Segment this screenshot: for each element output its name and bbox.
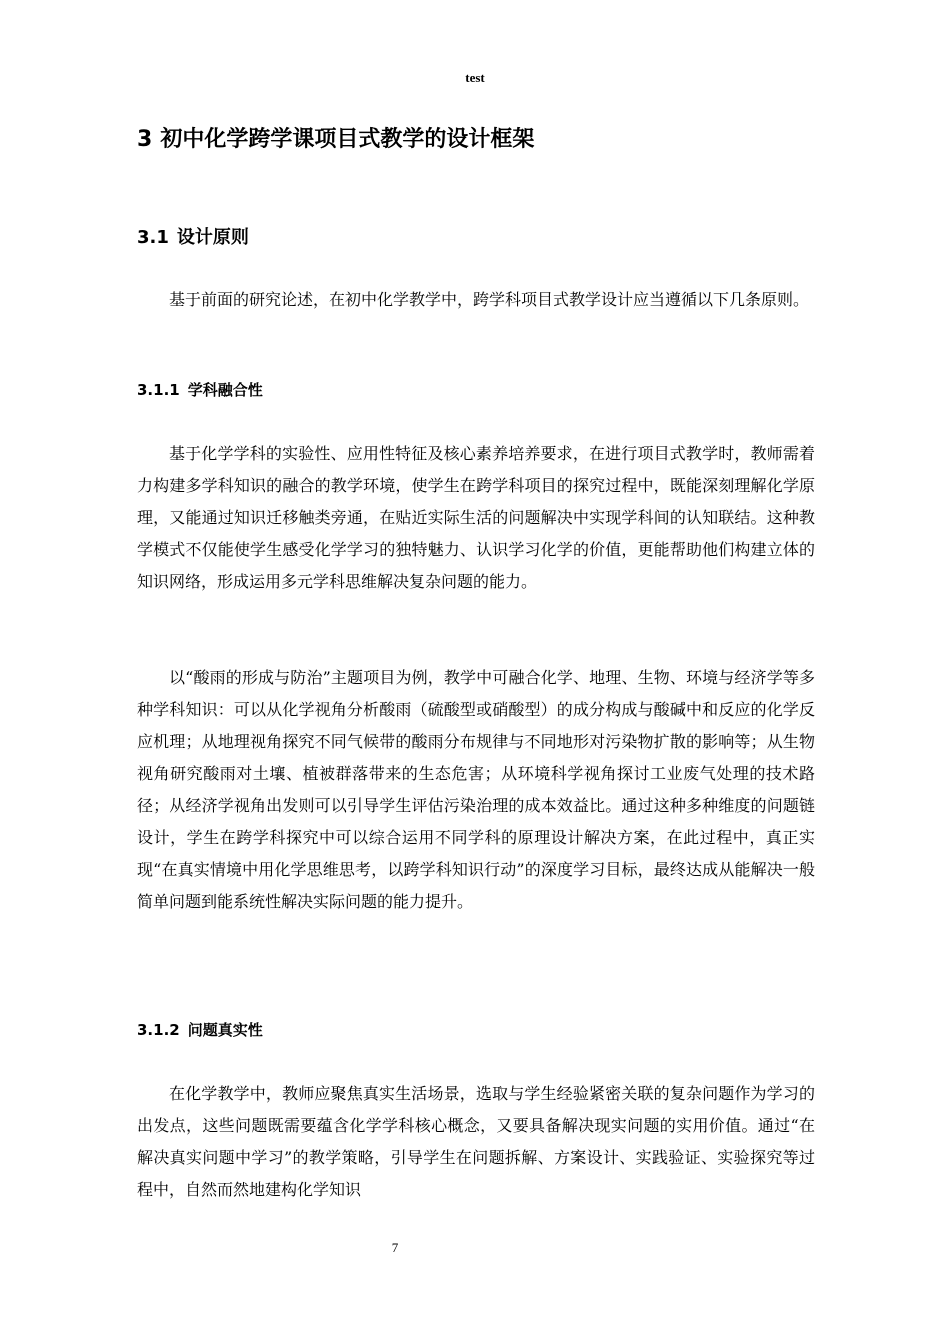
subsection-heading-1 [137, 377, 815, 403]
paragraph-clip [137, 1078, 815, 1222]
page-number: 7 [391, 1240, 399, 1255]
section-heading [137, 222, 815, 254]
subsection-number-1: 3.1.1 [137, 381, 180, 399]
paragraph-problem-authenticity: 在化学教学中，教师应聚焦真实生活场景，选取与学生经验紧密关联的复杂问题作为学习的出发点，这些问题既需要蕴含化学学科核心概念，又要具备解决现实问题的实用价值。通过“在解决真实问题中学习”的教学策略，引导学生在问题拆解、方案设计、实践验证、实验探究等过程中，自然而然地建构化学知识 [137, 1084, 815, 1199]
chapter-number: 3 [137, 127, 153, 152]
section-number: 3.1 [137, 227, 169, 248]
chapter-heading [137, 122, 815, 158]
subsection-title-1: 学科融合性 [187, 381, 263, 399]
section-title: 设计原则 [176, 227, 249, 248]
running-header: test [465, 70, 485, 85]
subsection-title-2: 问题真实性 [187, 1021, 263, 1039]
subsection-heading-2 [137, 1017, 815, 1043]
subsection-number-2: 3.1.2 [137, 1021, 180, 1039]
intro-paragraph: 基于前面的研究论述，在初中化学教学中，跨学科项目式教学设计应当遵循以下几条原则。 [169, 290, 810, 309]
paragraph-subject-integration: 基于化学学科的实验性、应用性特征及核心素养培养要求，在进行项目式教学时，教师需着力构建多学科知识的融合的教学环境，使学生在跨学科项目的探究过程中，既能深刻理解化学原理，又能通过知识迁移触类旁通，在贴近实际生活的问题解决中实现学科间的认知联结。这种教学模式不仅能使学生感受化学学习的独特魅力、认识学习化学的价值，更能帮助他们构建立体的知识网络，形成运用多元学科思维解决复杂问题的能力。 [137, 444, 815, 591]
paragraph-acid-rain-example: 以“酸雨的形成与防治”主题项目为例，教学中可融合化学、地理、生物、环境与经济学等多种学科知识：可以从化学视角分析酸雨（硫酸型或硝酸型）的成分构成与酸碱中和反应的化学反应机理；从地理视角探究不同气候带的酸雨分布规律与不同地形对污染物扩散的影响等；从生物视角研究酸雨对土壤、植被群落带来的生态危害；从环境科学视角探讨工业废气处理的技术路径；从经济学视角出发则可以引导学生评估污染治理的成本效益比。通过这种多种维度的问题链设计，学生在跨学科探究中可以综合运用不同学科的原理设计解决方案，在此过程中，真正实现“在真实情境中用化学思维思考，以跨学科知识行动”的深度学习目标，最终达成从能解决一般简单问题到能系统性解决实际问题的能力提升。 [137, 668, 815, 911]
chapter-title: 初中化学跨学课项目式教学的设计框架 [160, 127, 535, 152]
